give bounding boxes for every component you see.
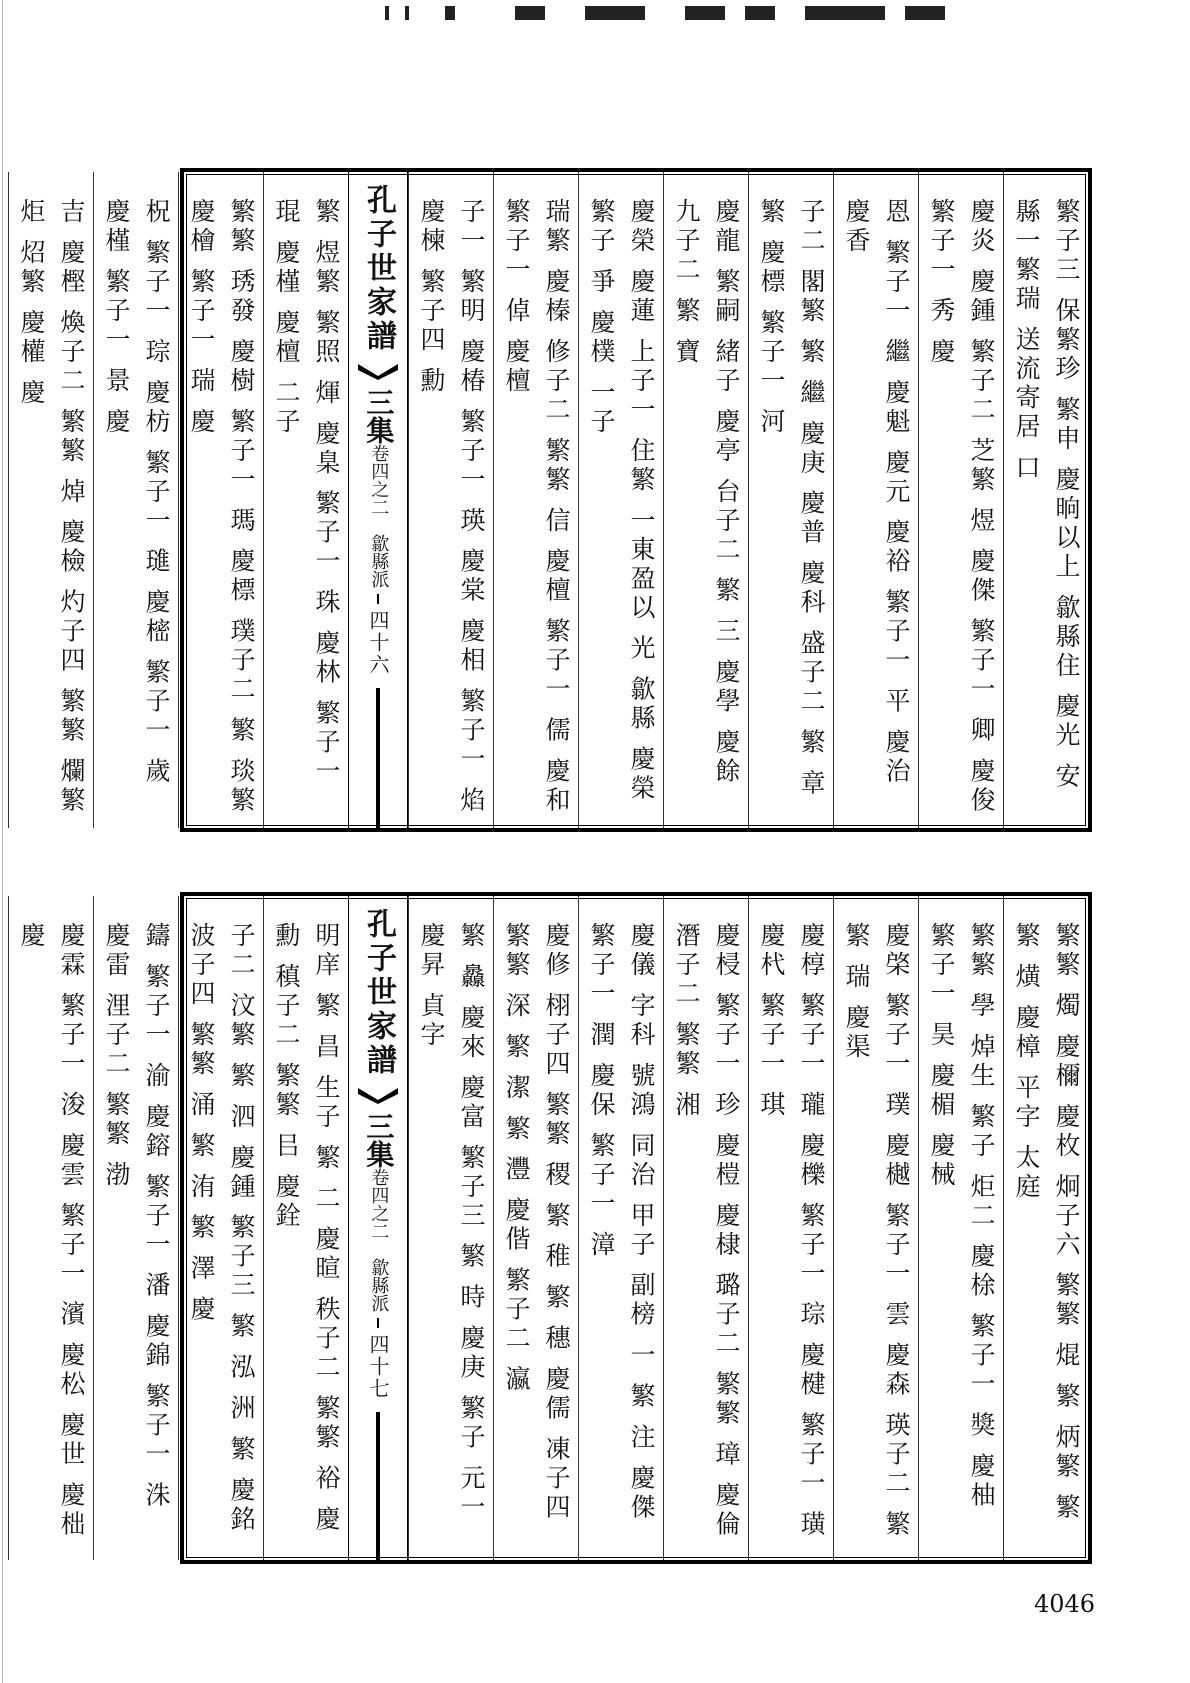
- fishtail-mark-icon: [358, 364, 398, 380]
- text-column: 慶椁 繁子一 瓏 慶櫟 繁子一 琮 慶楗 繁子一 璜 慶杙 繁子一 琪: [748, 896, 833, 1560]
- text-column: 慶棨 繁子一 璞 慶樾 繁子一 雲 慶森 瑛子二 繁繁 瑞 慶渠: [833, 896, 918, 1560]
- text-column: 慶梫 繁子一 珍 慶榿 慶棣 璐子二 繁繁 璋 慶倫 潛子二 繁繁 湘: [663, 896, 748, 1560]
- text-column: [0, 172, 8, 828]
- text-column: 子二 閣繁 繁 繼 慶庚 慶普 慶科 盛子二 繁 章 繁 慶標 繁子一 河: [748, 172, 833, 828]
- text-column: 繁繁 燭 慶檷 慶枚 炯子六 繁繁 焜 繁 炳繁 繁繁 熿 慶樟 平字 太庭: [1003, 896, 1088, 1560]
- text-column: [0, 896, 8, 1560]
- text-column: 慶榮 慶蓮 上子一 住繁 一東盈以 光 歙縣 慶榮 繁子 爭 慶樸 一子: [578, 172, 663, 828]
- text-column: 繁 灥 慶來 慶富 繁子三 繁 時 慶庚 繁子 元一 慶昇 貞字: [408, 896, 493, 1560]
- text-column: 吉 慶樫 煥子二 繁繁 焯 慶檢 灼子四 繁繁 爛繁 炬 炤繁 慶權 慶: [8, 172, 93, 828]
- spine-page-number: 四十七: [366, 1334, 390, 1400]
- spine-separator: [377, 594, 379, 604]
- top-crop-marks: [385, 6, 945, 22]
- text-column: 繁繁 學 焯生 繁子 炬二 慶梌 繁子一 獎 慶柚 繁子一 昊 慶楣 慶械: [918, 896, 1003, 1560]
- spine-bar: [376, 1412, 380, 1560]
- page-columns: [17, 896, 1088, 1560]
- spine-bar: [376, 688, 380, 828]
- spine-title: 孔子世家譜: [361, 184, 396, 354]
- fishtail-mark-icon: [358, 1088, 398, 1104]
- text-column: 慶炎 慶鍾 繁子二 芝繁 煜 慶傑 繁子一 卿 慶俊 繁子一 秀 慶: [918, 172, 1003, 828]
- spine-volume-text: 卷四之二 歙縣派: [368, 444, 390, 588]
- page-columns: [17, 172, 1088, 828]
- book-spine: [348, 172, 408, 828]
- text-column: 繁繁 琇發 慶樹 繁子一 瑪 慶標 璞子二 繁 琰繁 慶檜 繁子一 瑞 慶: [178, 172, 263, 828]
- text-column: 慶儀 字科 號鴻 同治 甲子 副榜 一 繁 注 慶傑 繁子一 潤 慶保 繁子一 漳: [578, 896, 663, 1560]
- text-column: 繁 煜繁 繁照 煇 慶臬 繁子一 珠 慶林 繁子一 琨 慶槿 慶檀 二子: [263, 172, 348, 828]
- text-column: 子二 汶繁 繁 泗 慶鍾 繁子三 繁 泓 洲 繁 慶銘 波子四 繁繁 涌 繁 洧 繁 澤 慶: [178, 896, 263, 1560]
- spine-collection: 三集: [362, 388, 396, 444]
- text-column: 子一 繁明 慶椿 繁子一 瑛 慶棠 慶相 繁子一 焰 慶楝 繁子四 勳: [408, 172, 493, 828]
- spine-separator: [377, 1318, 379, 1328]
- spine-collection: 三集: [362, 1112, 396, 1168]
- genealogy-page-upper: [17, 168, 1092, 832]
- spine-volume: [363, 388, 394, 588]
- text-column: 慶修 栩子四 繁繁 稷 繁 稚 繁 穗 慶儒 凍子四 繁繁 深 繁 潔 繁 灃 慶偕 繁子二 瀛: [493, 896, 578, 1560]
- scan-page-number: 4046: [1034, 1590, 1096, 1618]
- text-column: 瑞繁 慶榛 修子二 繁繁 信 慶檀 繁子一 儒 慶和 繁子一 倬 慶檀: [493, 172, 578, 828]
- text-column: 明庠 繁 昌 生子 繁 二 慶暄 秩子二 繁繁 裕 慶勳 稹子二 繁繁 㠯 慶銓: [263, 896, 348, 1560]
- text-column: 慶龍 繁嗣 緒子 慶亭 台子二 繁 三 慶學 慶餘 九子二 繁 寶: [663, 172, 748, 828]
- text-column: 繁子三 保繁珍 繁申 慶晌以上 歙縣住 慶光 安縣一繁瑞 送流寄居 口: [1003, 172, 1088, 828]
- text-column: 鑄 繁子一 渝 慶鎔 繁子一 潘 慶錦 繁子一 洙 慶雷 浬子二 繁繁 渤: [93, 896, 178, 1560]
- text-column: 恩 繁子一 繼 慶魁 慶元 慶裕 繁子一 平 慶治 慶香: [833, 172, 918, 828]
- book-spine: [348, 896, 408, 1560]
- spine-volume: [363, 1112, 394, 1312]
- spine-title: 孔子世家譜: [361, 908, 396, 1078]
- genealogy-page-lower: [17, 892, 1092, 1564]
- text-column: 柷 繁子一 琮 慶枋 繁子一 璡 慶樒 繁子一 歲 慶槿 繁子一 景 慶: [93, 172, 178, 828]
- spine-page-number: 四十六: [366, 610, 390, 676]
- spine-volume-text: 卷四之二 歙縣派: [368, 1168, 390, 1312]
- text-column: 慶霖 繁子一 浚 慶雲 繁子一 濱 慶松 慶世 慶柮 慶: [8, 896, 93, 1560]
